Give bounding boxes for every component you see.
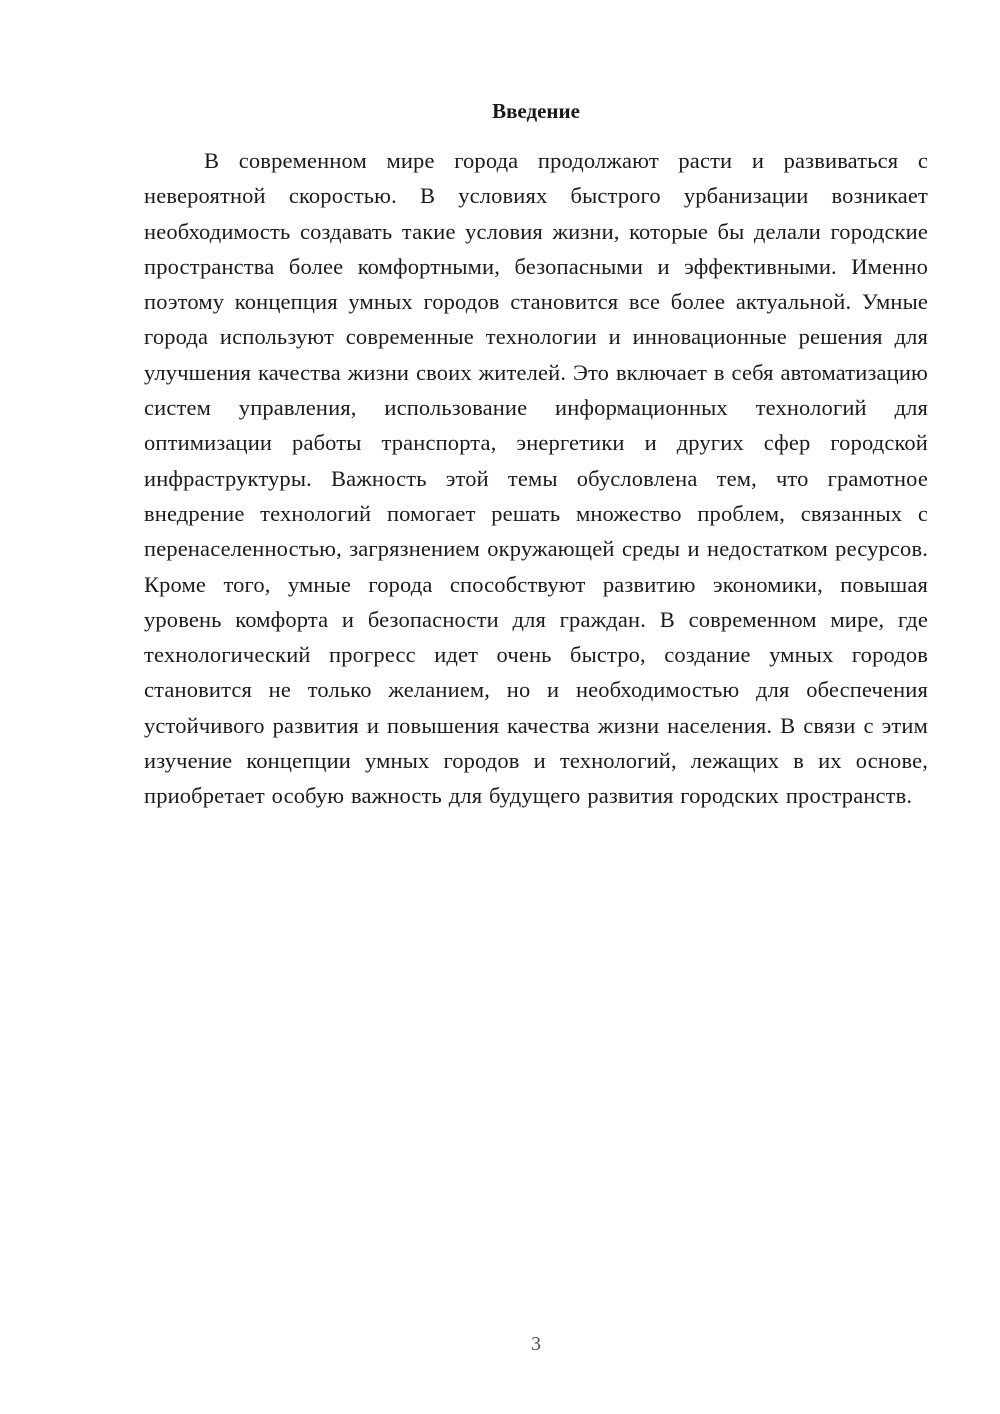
body-paragraph: В современном мире города продолжают расти и развиваться с невероятной скоростью. В условиях быстрого урбанизации возникает необходимость создавать такие условия жизни, которые бы делали городские пространства более комфортными, безопасными и эффективными. Именно поэтому концепция умных городов становится все более актуальной. Умные города используют современные технологии и инновационные решения для улучшения качества жизни своих жителей. Это включает в себя автоматизацию систем управления, использование информационных технологий для оптимизации работы транспорта, энергетики и других сфер городской инфраструктуры. Важность этой темы обусловлена тем, что грамотное внедрение технологий помогает решать множество проблем, связанных с перенаселенностью, загрязнением окружающей среды и недостатком ресурсов. Кроме того, умные города способствуют развитию экономики, повышая уровень комфорта и безопасности для граждан. В современном мире, где технологический прогресс идет очень быстро, создание умных городов становится не только желанием, но и необходимостью для обеспечения устойчивого развития и повышения качества жизни населения. В связи с этим изучение концепции умных городов и технологий, лежащих в их основе, приобретает особую важность для будущего развития городских пространств. <box>144 148 928 809</box>
section-heading: Введение <box>492 99 580 123</box>
page-number: 3 <box>531 1333 541 1355</box>
